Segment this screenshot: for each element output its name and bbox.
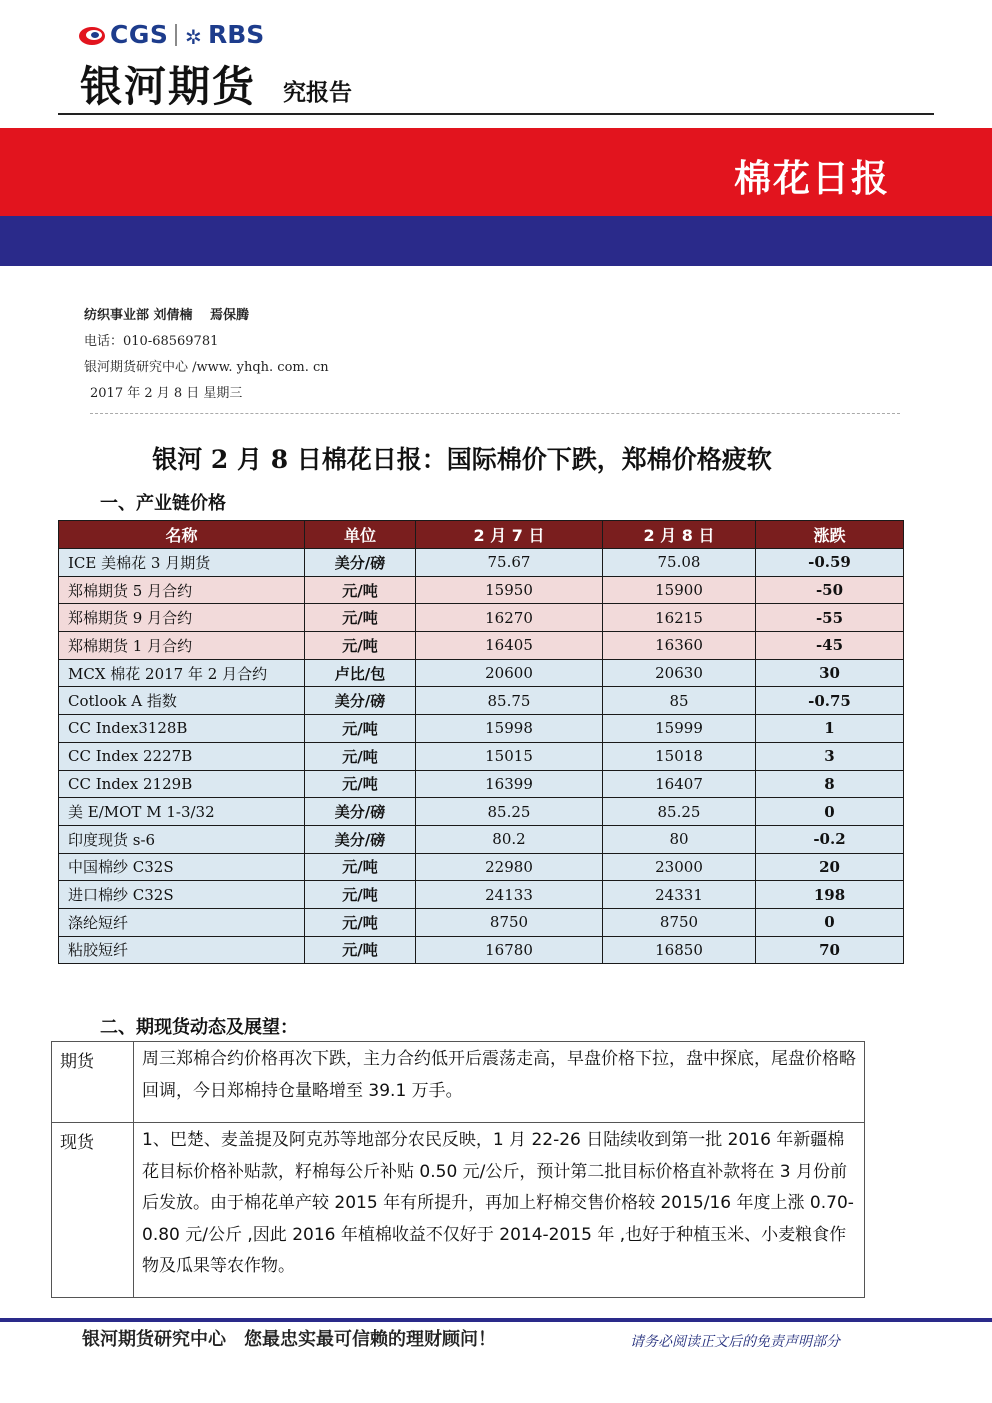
cell-unit: 美分/磅: [305, 825, 416, 853]
cell-price-date1: 75.67: [416, 549, 603, 577]
cell-unit: 元/吨: [305, 853, 416, 881]
column-header-date1: 2 月 7 日: [416, 521, 603, 549]
table-row: [59, 770, 904, 798]
table-row: [59, 798, 904, 826]
cell-price-date1: 16399: [416, 770, 603, 798]
cell-unit: 元/吨: [305, 632, 416, 660]
cell-price-date2: 8750: [603, 908, 756, 936]
cell-price-date1: 8750: [416, 908, 603, 936]
logo-rbs-text: RBS: [208, 20, 265, 49]
outlook-label: 期货: [52, 1042, 134, 1123]
table-row: [59, 881, 904, 909]
cell-change: 3: [756, 742, 904, 770]
cell-price-date2: 85.25: [603, 798, 756, 826]
table-row: [59, 936, 904, 964]
cell-unit: 美分/磅: [305, 798, 416, 826]
cell-name: 美 E/MOT M 1-3/32: [59, 798, 305, 826]
phone-line: 电话：010-68569781: [84, 334, 219, 349]
cell-unit: 元/吨: [305, 742, 416, 770]
cell-change: 1: [756, 715, 904, 743]
cell-price-date2: 15999: [603, 715, 756, 743]
table-row: [59, 687, 904, 715]
table-header-row: [59, 521, 904, 549]
column-header-unit: 单位: [305, 521, 416, 549]
cell-unit: 元/吨: [305, 715, 416, 743]
cell-name: MCX 棉花 2017 年 2 月合约: [59, 659, 305, 687]
header-divider: [58, 113, 934, 115]
cell-price-date1: 85.75: [416, 687, 603, 715]
cell-change: -50: [756, 576, 904, 604]
section-heading-outlook: 二、期现货动态及展望：: [100, 1017, 298, 1038]
footer-slogan: 银河期货研究中心 您最忠实最可信赖的理财顾问！: [82, 1329, 496, 1350]
cell-change: -0.2: [756, 825, 904, 853]
cell-price-date2: 16215: [603, 604, 756, 632]
outlook-row-futures: [52, 1042, 865, 1123]
cell-change: -0.75: [756, 687, 904, 715]
table-row: [59, 715, 904, 743]
cell-unit: 元/吨: [305, 604, 416, 632]
galaxy-logo-icon: [78, 24, 108, 48]
banner-stripe: [0, 216, 992, 266]
column-header-change: 涨跌: [756, 521, 904, 549]
cell-price-date2: 80: [603, 825, 756, 853]
cell-price-date1: 16270: [416, 604, 603, 632]
table-row: [59, 825, 904, 853]
cell-change: 198: [756, 881, 904, 909]
cell-change: -45: [756, 632, 904, 660]
table-row: [59, 853, 904, 881]
website-line: 银河期货研究中心 /www. yhqh. com. cn: [84, 360, 329, 375]
outlook-text: 周三郑棉合约价格再次下跌，主力合约低开后震荡走高，早盘价格下拉，盘中探底，尾盘价格略回调，今日郑棉持仓量略增至 39.1 万手。: [134, 1042, 865, 1123]
table-row: [59, 742, 904, 770]
cell-change: 20: [756, 853, 904, 881]
cell-name: 进口棉纱 C32S: [59, 881, 305, 909]
cell-price-date1: 20600: [416, 659, 603, 687]
cell-price-date1: 24133: [416, 881, 603, 909]
cell-change: 30: [756, 659, 904, 687]
cell-price-date1: 22980: [416, 853, 603, 881]
cell-price-date1: 15015: [416, 742, 603, 770]
column-header-date2: 2 月 8 日: [603, 521, 756, 549]
logo-cgs-text: CGS: [110, 20, 169, 49]
cell-name: 郑棉期货 1 月合约: [59, 632, 305, 660]
cell-name: 中国棉纱 C32S: [59, 853, 305, 881]
cell-unit: 元/吨: [305, 576, 416, 604]
footer-disclaimer-note: 请务必阅读正文后的免责声明部分: [630, 1334, 840, 1350]
cell-price-date2: 16850: [603, 936, 756, 964]
cell-price-date1: 15998: [416, 715, 603, 743]
cell-name: ICE 美棉花 3 月期货: [59, 549, 305, 577]
table-row: [59, 576, 904, 604]
report-date: 2017 年 2 月 8 日 星期三: [90, 386, 243, 401]
cell-name: 郑棉期货 5 月合约: [59, 576, 305, 604]
table-row: [59, 659, 904, 687]
cell-unit: 元/吨: [305, 908, 416, 936]
cell-change: 8: [756, 770, 904, 798]
page-title: 银河 2 月 8 日棉花日报：国际棉价下跌，郑棉价格疲软: [152, 445, 772, 474]
cell-change: 0: [756, 908, 904, 936]
author-line: 纺织事业部 刘倩楠 焉保腾: [84, 308, 250, 323]
price-table: [58, 520, 904, 964]
table-row: [59, 604, 904, 632]
cell-name: 郑棉期货 9 月合约: [59, 604, 305, 632]
cell-unit: 卢比/包: [305, 659, 416, 687]
cell-price-date2: 16407: [603, 770, 756, 798]
cell-price-date1: 80.2: [416, 825, 603, 853]
cell-unit: 美分/磅: [305, 549, 416, 577]
cell-price-date2: 20630: [603, 659, 756, 687]
cell-price-date2: 23000: [603, 853, 756, 881]
cell-price-date2: 16360: [603, 632, 756, 660]
cell-name: 印度现货 s-6: [59, 825, 305, 853]
cell-unit: 元/吨: [305, 936, 416, 964]
company-name: 银河期货: [80, 62, 257, 111]
cell-price-date1: 85.25: [416, 798, 603, 826]
outlook-table: [51, 1041, 865, 1298]
report-type-label: 究报告: [283, 80, 352, 106]
meta-divider: [90, 413, 900, 414]
outlook-label: 现货: [52, 1123, 134, 1298]
outlook-text: 1、巴楚、麦盖提及阿克苏等地部分农民反映，1 月 22-26 日陆续收到第一批 2016 年新疆棉花目标价格补贴款，籽棉每公斤补贴 0.50 元/公斤，预计第二批目标价格直补款将在 3 月份前后发放。由于棉花单产较 2015 年有所提升，再加上籽棉交售价格较 2015/16 年度上涨 0.70-0.80 元/公斤 ,因此 2016 年植棉收益不仅好于 2014-2015 年 ,也好于种植玉米、小麦粮食作物及瓜果等农作物。: [134, 1123, 865, 1298]
section-heading-prices: 一、产业链价格: [100, 493, 226, 514]
cell-change: 70: [756, 936, 904, 964]
cell-name: 粘胶短纤: [59, 936, 305, 964]
cell-price-date1: 16405: [416, 632, 603, 660]
cell-change: -0.59: [756, 549, 904, 577]
cell-price-date2: 24331: [603, 881, 756, 909]
cell-name: 涤纶短纤: [59, 908, 305, 936]
cell-unit: 美分/磅: [305, 687, 416, 715]
cell-unit: 元/吨: [305, 881, 416, 909]
cell-price-date2: 15018: [603, 742, 756, 770]
report-title: 棉花日报: [734, 157, 890, 200]
table-row: [59, 632, 904, 660]
table-row: [59, 549, 904, 577]
cell-name: Cotlook A 指数: [59, 687, 305, 715]
cell-name: CC Index 2129B: [59, 770, 305, 798]
cell-price-date2: 75.08: [603, 549, 756, 577]
rbs-logo-icon: ✲: [185, 25, 202, 49]
cell-unit: 元/吨: [305, 770, 416, 798]
column-header-name: 名称: [59, 521, 305, 549]
cell-price-date2: 85: [603, 687, 756, 715]
table-row: [59, 908, 904, 936]
outlook-row-spot: [52, 1123, 865, 1298]
cell-change: -55: [756, 604, 904, 632]
cell-name: CC Index 2227B: [59, 742, 305, 770]
footer-divider: [0, 1318, 992, 1322]
cell-price-date2: 15900: [603, 576, 756, 604]
logo-separator: [175, 24, 177, 46]
cell-change: 0: [756, 798, 904, 826]
cell-name: CC Index3128B: [59, 715, 305, 743]
cell-price-date1: 16780: [416, 936, 603, 964]
cell-price-date1: 15950: [416, 576, 603, 604]
